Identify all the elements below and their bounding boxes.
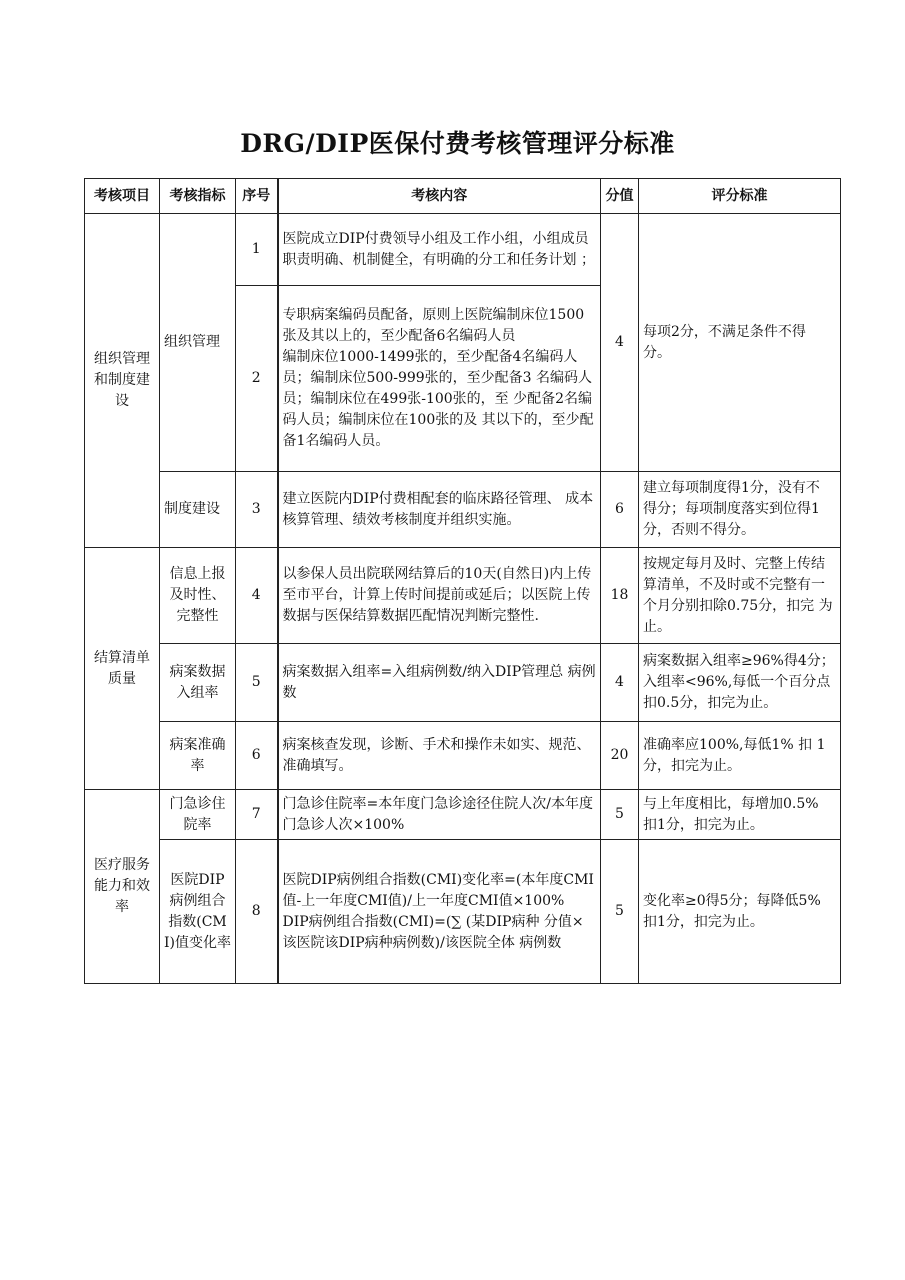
header-indicator: 考核指标 — [160, 179, 236, 214]
table-header-row — [85, 179, 841, 214]
table-row — [85, 472, 841, 548]
content-cell — [278, 286, 601, 472]
content-line: DIP病例组合指数(CMI)=(∑ (某DIP病种 分值×该医院该DIP病种病例数)/该医院全体 病例数 — [282, 913, 584, 951]
indicator-cell: 医院DIP病例组合指数(CM I)值变化率 — [160, 840, 236, 984]
score-cell: 4 — [601, 644, 639, 722]
content-cell — [278, 840, 601, 984]
indicator-cell: 病案数据入组率 — [160, 644, 236, 722]
no-cell: 2 — [236, 286, 278, 472]
table-row — [85, 214, 841, 286]
criteria-cell: 变化率≥0得5分；每降低5% 扣1分，扣完为止。 — [639, 840, 841, 984]
no-cell: 7 — [236, 790, 278, 840]
criteria-cell: 建立每项制度得1分，没有不 得分；每项制度落实到位得1 分，否则不得分。 — [639, 472, 841, 548]
header-project: 考核项目 — [85, 179, 160, 214]
scoring-table — [84, 178, 841, 984]
content-line: 编制床位1000-1499张的，至少配备4名编码人员；编制床位500-999张的，至少配备3 名编码人员；编制床位在499张-100张的，至 少配备2名编码人员；编制床位在100张的及 其以下的，至少配备1名编码人员。 — [282, 349, 594, 449]
criteria-cell: 与上年度相比，每增加0.5% 扣1分，扣完为止。 — [639, 790, 841, 840]
score-cell: 5 — [601, 840, 639, 984]
project-cell: 医疗服务能力和效率 — [85, 790, 160, 984]
indicator-cell: 组织管理 — [160, 214, 236, 472]
content-cell: 门急诊住院率=本年度门急诊途径住院人次/本年度门急诊人次×100% — [278, 790, 601, 840]
no-cell: 6 — [236, 722, 278, 790]
indicator-cell: 病案准确率 — [160, 722, 236, 790]
header-no: 序号 — [236, 179, 278, 214]
criteria-cell: 每项2分，不满足条件不得 分。 — [639, 214, 841, 472]
no-cell: 3 — [236, 472, 278, 548]
score-cell: 5 — [601, 790, 639, 840]
score-cell: 18 — [601, 548, 639, 644]
table-row — [85, 644, 841, 722]
no-cell: 5 — [236, 644, 278, 722]
content-cell: 以参保人员出院联网结算后的10天(自然日)内上传至市平台，计算上传时间提前或延后；以医院上传数据与医保结算数据匹配情况判断完整性. — [278, 548, 601, 644]
page-title: DRG/DIP医保付费考核管理评分标准 — [240, 129, 675, 158]
content-cell: 医院成立DIP付费领导小组及工作小组，小组成员职责明确、机制健全，有明确的分工和任务计划 ； — [278, 214, 601, 286]
content-line: 医院DIP病例组合指数(CMI)变化率=(本年度CMI值-上一年度CMI值)/上一年度CMI值×100% — [282, 871, 594, 909]
table-row — [85, 722, 841, 790]
criteria-cell: 准确率应100%,每低1% 扣 1分，扣完为止。 — [639, 722, 841, 790]
score-cell: 20 — [601, 722, 639, 790]
project-cell: 组织管理和制度建设 — [85, 214, 160, 548]
table-row — [85, 548, 841, 644]
criteria-cell: 按规定每月及时、完整上传结 算清单，不及时或不完整有一 个月分别扣除0.75分，扣完 为止。 — [639, 548, 841, 644]
header-criteria: 评分标准 — [639, 179, 841, 214]
content-cell: 建立医院内DIP付费相配套的临床路径管理、 成本核算管理、绩效考核制度并组织实施。 — [278, 472, 601, 548]
score-cell: 4 — [601, 214, 639, 472]
table-row — [85, 790, 841, 840]
no-cell: 4 — [236, 548, 278, 644]
indicator-cell: 制度建设 — [160, 472, 236, 548]
content-cell: 病案核查发现，诊断、手术和操作未如实、规范、准确填写。 — [278, 722, 601, 790]
indicator-cell: 信息上报及时性、完整性 — [160, 548, 236, 644]
criteria-cell: 病案数据入组率≥96%得4分；入组率<96%,每低一个百分点扣0.5分，扣完为止。 — [639, 644, 841, 722]
no-cell: 8 — [236, 840, 278, 984]
header-score: 分值 — [601, 179, 639, 214]
content-line: 专职病案编码员配备，原则上医院编制床位1500张及其以上的，至少配备6名编码人员 — [282, 307, 585, 344]
score-cell: 6 — [601, 472, 639, 548]
project-cell: 结算清单质量 — [85, 548, 160, 790]
table-row — [85, 840, 841, 984]
indicator-cell: 门急诊住院率 — [160, 790, 236, 840]
no-cell: 1 — [236, 214, 278, 286]
content-cell: 病案数据入组率=入组病例数/纳入DIP管理总 病例数 — [278, 644, 601, 722]
header-content: 考核内容 — [278, 179, 601, 214]
